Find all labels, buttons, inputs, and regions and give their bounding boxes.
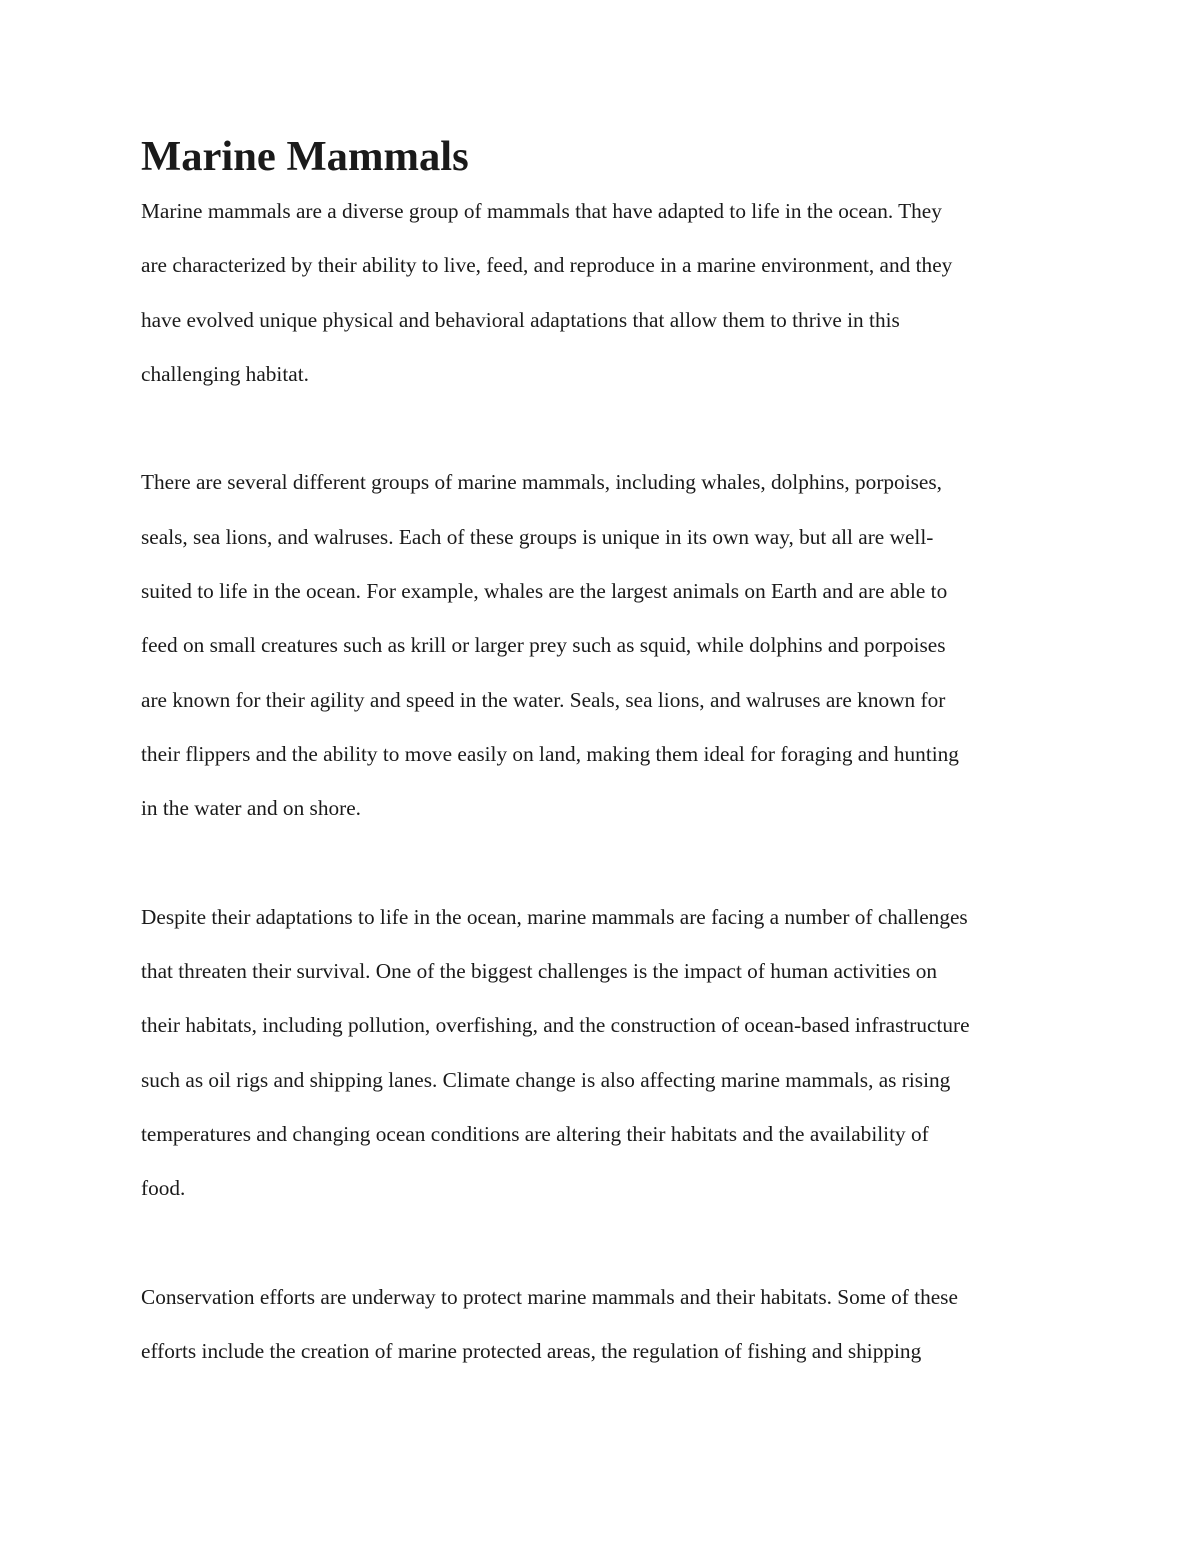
document-title: Marine Mammals (141, 133, 469, 180)
text-line: temperatures and changing ocean conditions are altering their habitats and the availability of (141, 1122, 929, 1147)
paragraph (141, 1270, 1071, 1379)
paragraph-spacer (141, 1216, 1071, 1270)
paragraph-spacer (141, 836, 1071, 890)
text-line: feed on small creatures such as krill or larger prey such as squid, while dolphins and porpoises (141, 633, 946, 658)
text-line: their flippers and the ability to move easily on land, making them ideal for foraging and hunting (141, 741, 959, 766)
text-line: There are several different groups of marine mammals, including whales, dolphins, porpoises, (141, 470, 942, 495)
text-line: suited to life in the ocean. For example, whales are the largest animals on Earth and are able to (141, 579, 948, 604)
text-line: seals, sea lions, and walruses. Each of these groups is unique in its own way, but all are well- (141, 524, 934, 549)
paragraph (141, 455, 1071, 835)
text-line: their habitats, including pollution, overfishing, and the construction of ocean-based infrastructure (141, 1013, 970, 1038)
text-line: food. (141, 1176, 186, 1201)
text-line: such as oil rigs and shipping lanes. Climate change is also affecting marine mammals, as rising (141, 1067, 951, 1092)
text-line: that threaten their survival. One of the biggest challenges is the impact of human activities on (141, 959, 938, 984)
text-line: challenging habitat. (141, 361, 309, 386)
text-line: Marine mammals are a diverse group of mammals that have adapted to life in the ocean. They (141, 199, 942, 223)
paragraph (141, 890, 1071, 1216)
text-line: are characterized by their ability to live, feed, and reproduce in a marine environment, and they (141, 253, 953, 278)
document-body (141, 130, 1071, 1379)
text-line: in the water and on shore. (141, 796, 361, 821)
text-line: efforts include the creation of marine protected areas, the regulation of fishing and shipping (141, 1339, 922, 1364)
text-line: are known for their agility and speed in the water. Seals, sea lions, and walruses are known for (141, 687, 946, 712)
paragraph (141, 184, 1071, 401)
text-line: have evolved unique physical and behavioral adaptations that allow them to thrive in this (141, 307, 900, 332)
paragraph-spacer (141, 401, 1071, 455)
text-line: Conservation efforts are underway to protect marine mammals and their habitats. Some of these (141, 1284, 958, 1309)
text-line: Despite their adaptations to life in the ocean, marine mammals are facing a number of challenges (141, 904, 968, 929)
